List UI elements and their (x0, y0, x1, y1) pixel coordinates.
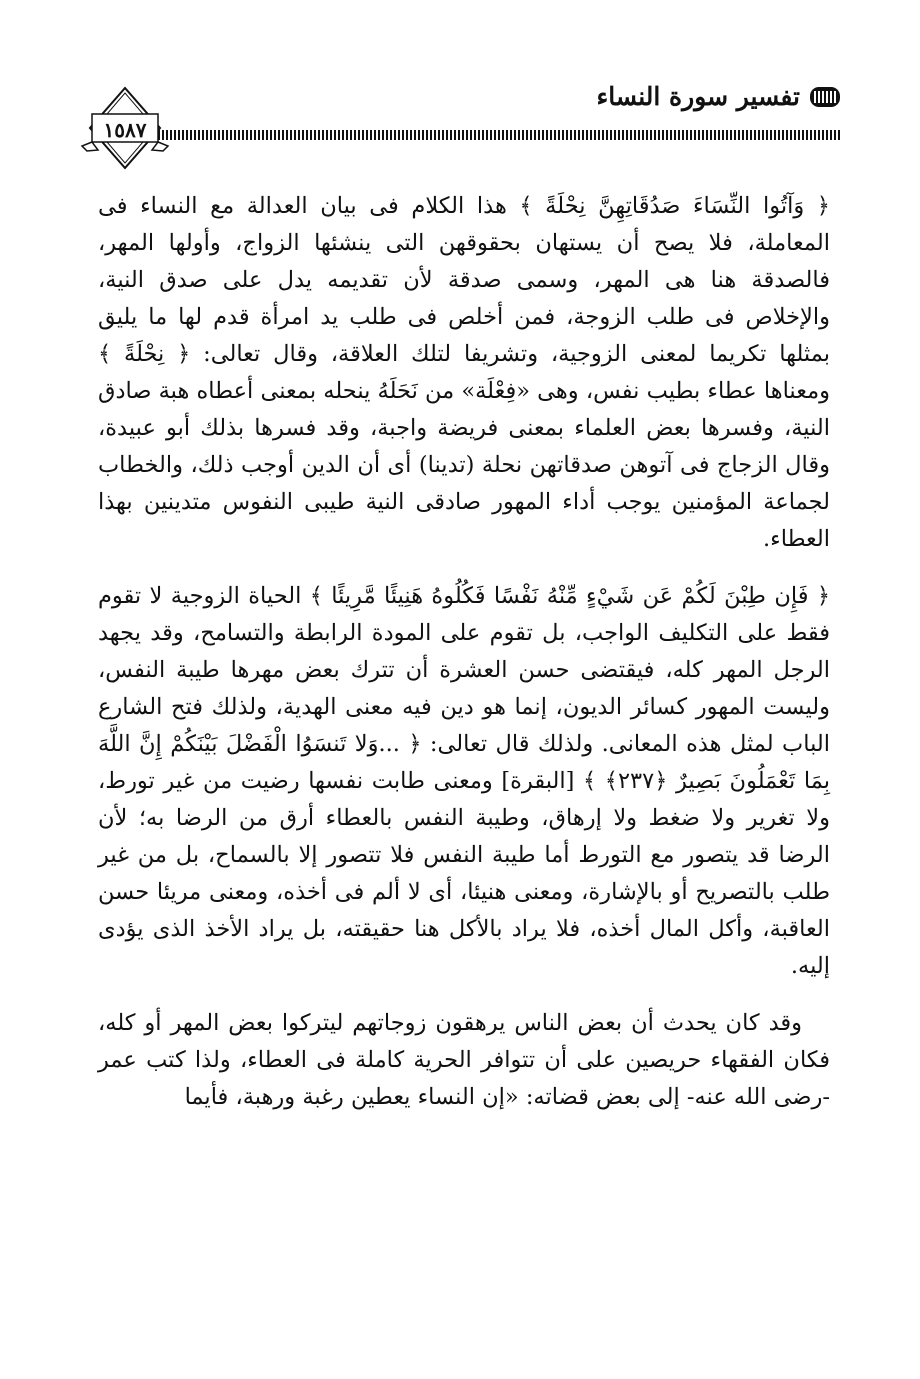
page-number: ١٥٨٧ (103, 118, 147, 142)
header-rule (154, 130, 840, 140)
page-body (98, 188, 830, 1116)
page-header (80, 80, 840, 180)
paragraph-2: ﴿ فَإِن طِبْنَ لَكُمْ عَن شَيْءٍ مِّنْهُ نَفْسًا فَكُلُوهُ هَنِيئًا مَّرِيئًا ﴾ الحياة الزوجية لا تقوم فقط على التكليف الواجب، بل تقوم على المودة الرابطة والتسامح، وقد يجهد الرجل المهر كله، فيقتضى حسن العشرة أن تترك بعض مهرها طيبة النفس، وليست المهور كسائر الديون، إنما هو دين فيه معنى الهدية، ولذلك فتح الشارع الباب لمثل هذه المعانى. ولذلك قال تعالى: ﴿ ...وَلا تَنسَوُا الْفَضْلَ بَيْنَكُمْ إِنَّ اللَّهَ بِمَا تَعْمَلُونَ بَصِيرٌ ﴿٢٣٧﴾ ﴾ [البقرة] ومعنى طابت نفسها رضيت من غير تورط، ولا تغرير ولا ضغط ولا إرهاق، وطيبة النفس بالعطاء أرق من الرضا به؛ لأن الرضا قد يتصور مع التورط أما طيبة النفس فلا تتصور إلا بالسماح، بل من غير طلب بالتصريح أو بالإشارة، ومعنى هنيئا، أى لا ألم فى أخذه، ومعنى مريئا حسن العاقبة، وأكل المال أخذه، فلا يراد بالأكل هنا حقيقته، بل يراد الأخذ الذى يؤدى إليه. (98, 583, 830, 979)
paragraph-1: ﴿ وَآتُوا النِّسَاءَ صَدُقَاتِهِنَّ نِحْلَةً ﴾ هذا الكلام فى بيان العدالة مع النساء فى المعاملة، فلا يصح أن يستهان بحقوقهن التى ينشئها الزواج، وأولها المهر، فالصدقة هنا هى المهر، وسمى صدقة لأن تقديمه يدل على صدق النية، والإخلاص فى طلب الزوجة، فمن أخلص فى طلب يد امرأة قدم لها ما يليق بمثلها تكريما لمعنى الزوجية، وتشريفا لتلك العلاقة، وقال تعالى: ﴿ نِحْلَةً ﴾ ومعناها عطاء بطيب نفس، وهى «فِعْلَة» من نَحَلَهُ ينحله بمعنى أعطاه هبة صادق النية، وفسرها بعض العلماء بمعنى فريضة واجبة، وقد فسرها بذلك أبو عبيدة، وقال الزجاج فى آتوهن صدقاتهن نحلة (تدينا) أى أن الدين أوجب ذلك، والخطاب لجماعة المؤمنين يوجب أداء المهور صادقى النية طيبى النفوس متدينين بهذا العطاء. (98, 193, 831, 552)
ornament-icon (810, 84, 840, 110)
paragraph-3: وقد كان يحدث أن بعض الناس يرهقون زوجاتهم ليتركوا بعض المهر أو كله، فكان الفقهاء حريصين على أن تتوافر الحرية كاملة فى العطاء، ولذا كتب عمر -رضى الله عنه- إلى بعض قضاته: «إن النساء يعطين رغبة ورهبة، فأيما (98, 1010, 830, 1110)
running-title: تفسير سورة النساء (596, 82, 800, 111)
